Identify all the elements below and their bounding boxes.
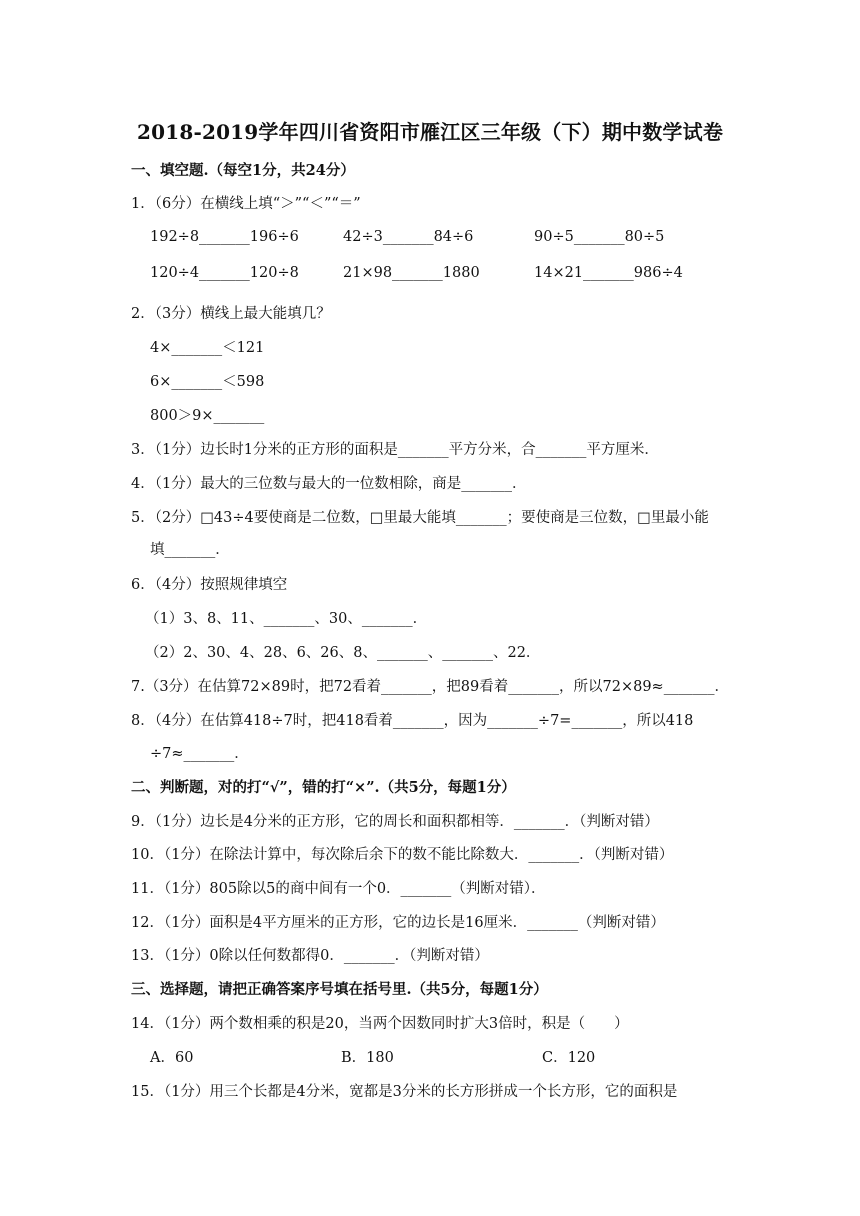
section-fill-in: 一、填空题.（每空1分，共24分） (131, 162, 355, 179)
question-10: 10．（1分）在除法计算中，每次除后余下的数不能比除数大．_______．（判断对错） (131, 847, 674, 863)
question-5-line2: 填_______． (150, 542, 230, 558)
exam-title: 2018-2019学年四川省资阳市雁江区三年级（下）期中数学试卷 (136, 120, 724, 144)
q14-option-b: B．180 (341, 1050, 394, 1066)
q6-sub1: （1）3、8、11、_______、30、_______． (145, 611, 428, 627)
question-9: 9．（1分）边长是4分米的正方形，它的周长和面积都相等．_______．（判断对错） (131, 814, 659, 830)
q14-option-c: C．120 (542, 1050, 596, 1066)
q2-item: 800＞9×_______ (150, 408, 265, 424)
question-8-line1: 8．（4分）在估算418÷7时，把418看着_______，因为_______÷7=_______，所以418 (131, 713, 694, 729)
question-2-stem: 2．（3分）横线上最大能填几？ (131, 306, 331, 322)
question-4: 4．（1分）最大的三位数与最大的一位数相除，商是_______． (131, 476, 527, 492)
q1-item: 42÷3_______84÷6 (343, 229, 474, 245)
question-14-stem: 14．（1分）两个数相乘的积是20，当两个因数同时扩大3倍时，积是（ ） (131, 1016, 629, 1032)
q1-item: 120÷4_______120÷8 (150, 265, 299, 281)
question-13: 13．（1分）0除以任何数都得0．_______．（判断对错） (131, 948, 489, 964)
q6-sub2: （2）2、30、4、28、6、26、8、_______、_______、22． (145, 645, 541, 661)
q1-item: 90÷5_______80÷5 (534, 229, 665, 245)
question-8-line2: ÷7≈_______． (150, 746, 249, 762)
section-true-false: 二、判断题，对的打“√”，错的打“×”.（共5分，每题1分） (131, 779, 516, 796)
question-12: 12．（1分）面积是4平方厘米的正方形，它的边长是16厘米．_______（判断对错） (131, 915, 665, 931)
section-multiple-choice: 三、选择题，请把正确答案序号填在括号里.（共5分，每题1分） (131, 981, 548, 998)
q2-item: 6×_______＜598 (150, 374, 265, 390)
question-15: 15．（1分）用三个长都是4分米，宽都是3分米的长方形拼成一个长方形，它的面积是 (131, 1084, 678, 1100)
q1-item: 192÷8_______196÷6 (150, 229, 299, 245)
question-11: 11．（1分）805除以5的商中间有一个0．_______（判断对错）． (131, 881, 546, 897)
question-1-stem: 1．（6分）在横线上填“＞”“＜”“＝” (131, 196, 361, 212)
question-7: 7.（3分）在估算72×89时，把72看着_______，把89看着_______，所以72×89≈_______． (131, 679, 729, 695)
q14-option-a: A．60 (150, 1050, 194, 1066)
question-5-line1: 5．（2分）□43÷4要使商是二位数，□里最大能填_______；要使商是三位数，□里最小能 (131, 510, 709, 526)
question-6-stem: 6．（4分）按照规律填空 (131, 577, 288, 593)
q1-item: 21×98_______1880 (343, 265, 480, 281)
question-3: 3．（1分）边长时1分米的正方形的面积是_______平方分米，合_______平方厘米． (131, 442, 659, 458)
q2-item: 4×_______＜121 (150, 340, 265, 356)
q1-item: 14×21_______986÷4 (534, 265, 683, 281)
